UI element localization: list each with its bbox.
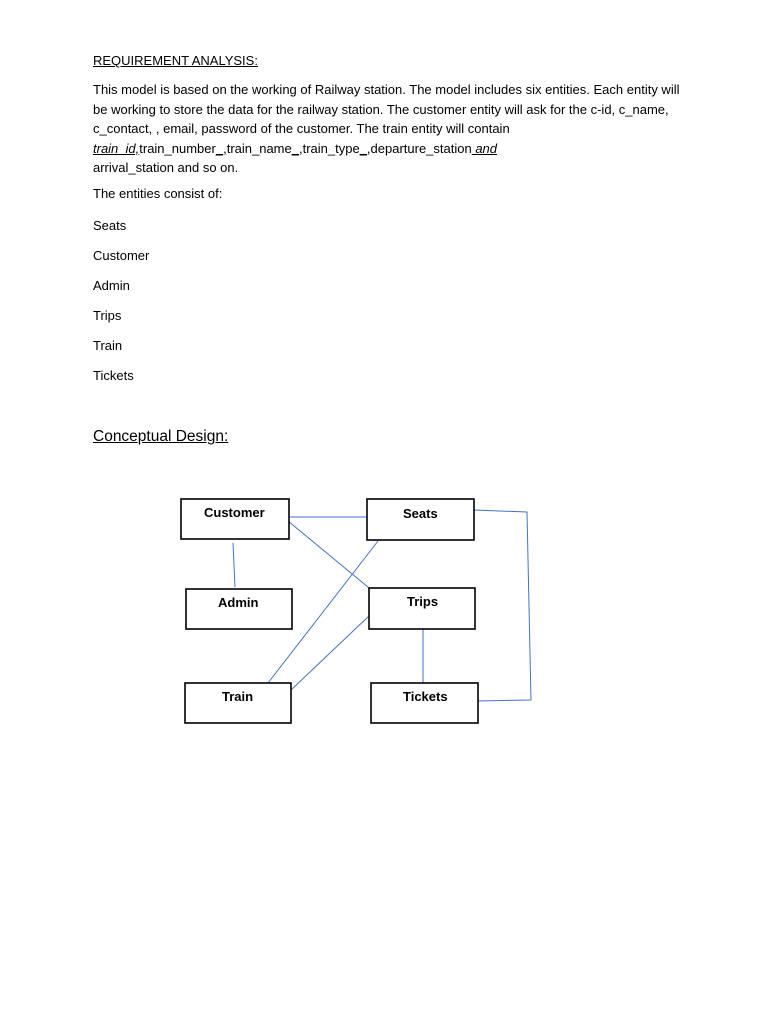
train-name-term: train_name [226,140,292,156]
entity-item-tickets: Tickets [93,368,134,383]
label-tickets: Tickets [403,689,448,704]
entity-item-customer: Customer [93,248,150,263]
train-id-term: train_id, [93,140,140,156]
departure-station-term: departure_station [370,140,472,156]
label-customer: Customer [204,505,265,520]
entity-item-seats: Seats [93,218,127,233]
and-term: and [471,140,498,156]
entity-item-admin: Admin [93,278,130,293]
train-number-term: train_number [139,140,216,156]
paragraph-text-1: This model is based on the working of Railway station. The model includes six entities. Each entity will be working to store the data for the railway station. The customer entity will ask for the c-id, c_name, c_contact, , email, password of the customer. The train entity will contain [93,82,680,136]
connector-seats-tickets [474,510,531,701]
label-train: Train [222,689,254,704]
separator-1: _, [215,140,227,156]
entity-item-train: Train [93,338,123,353]
entities-intro: The entities consist of: [93,186,223,201]
requirement-analysis-heading: REQUIREMENT ANALYSIS: [93,53,258,68]
label-admin: Admin [218,595,259,610]
separator-2: _, [291,140,303,156]
paragraph-text-2: arrival_station and so on. [93,160,239,175]
conceptual-design-heading: Conceptual Design: [93,428,229,445]
connector-customer-admin [233,543,235,587]
label-trips: Trips [407,594,439,609]
separator-3: _, [359,140,371,156]
train-type-term: train_type [302,140,360,156]
entity-item-trips: Trips [93,308,122,323]
label-seats: Seats [403,506,438,521]
connector-trips-train [291,615,370,690]
